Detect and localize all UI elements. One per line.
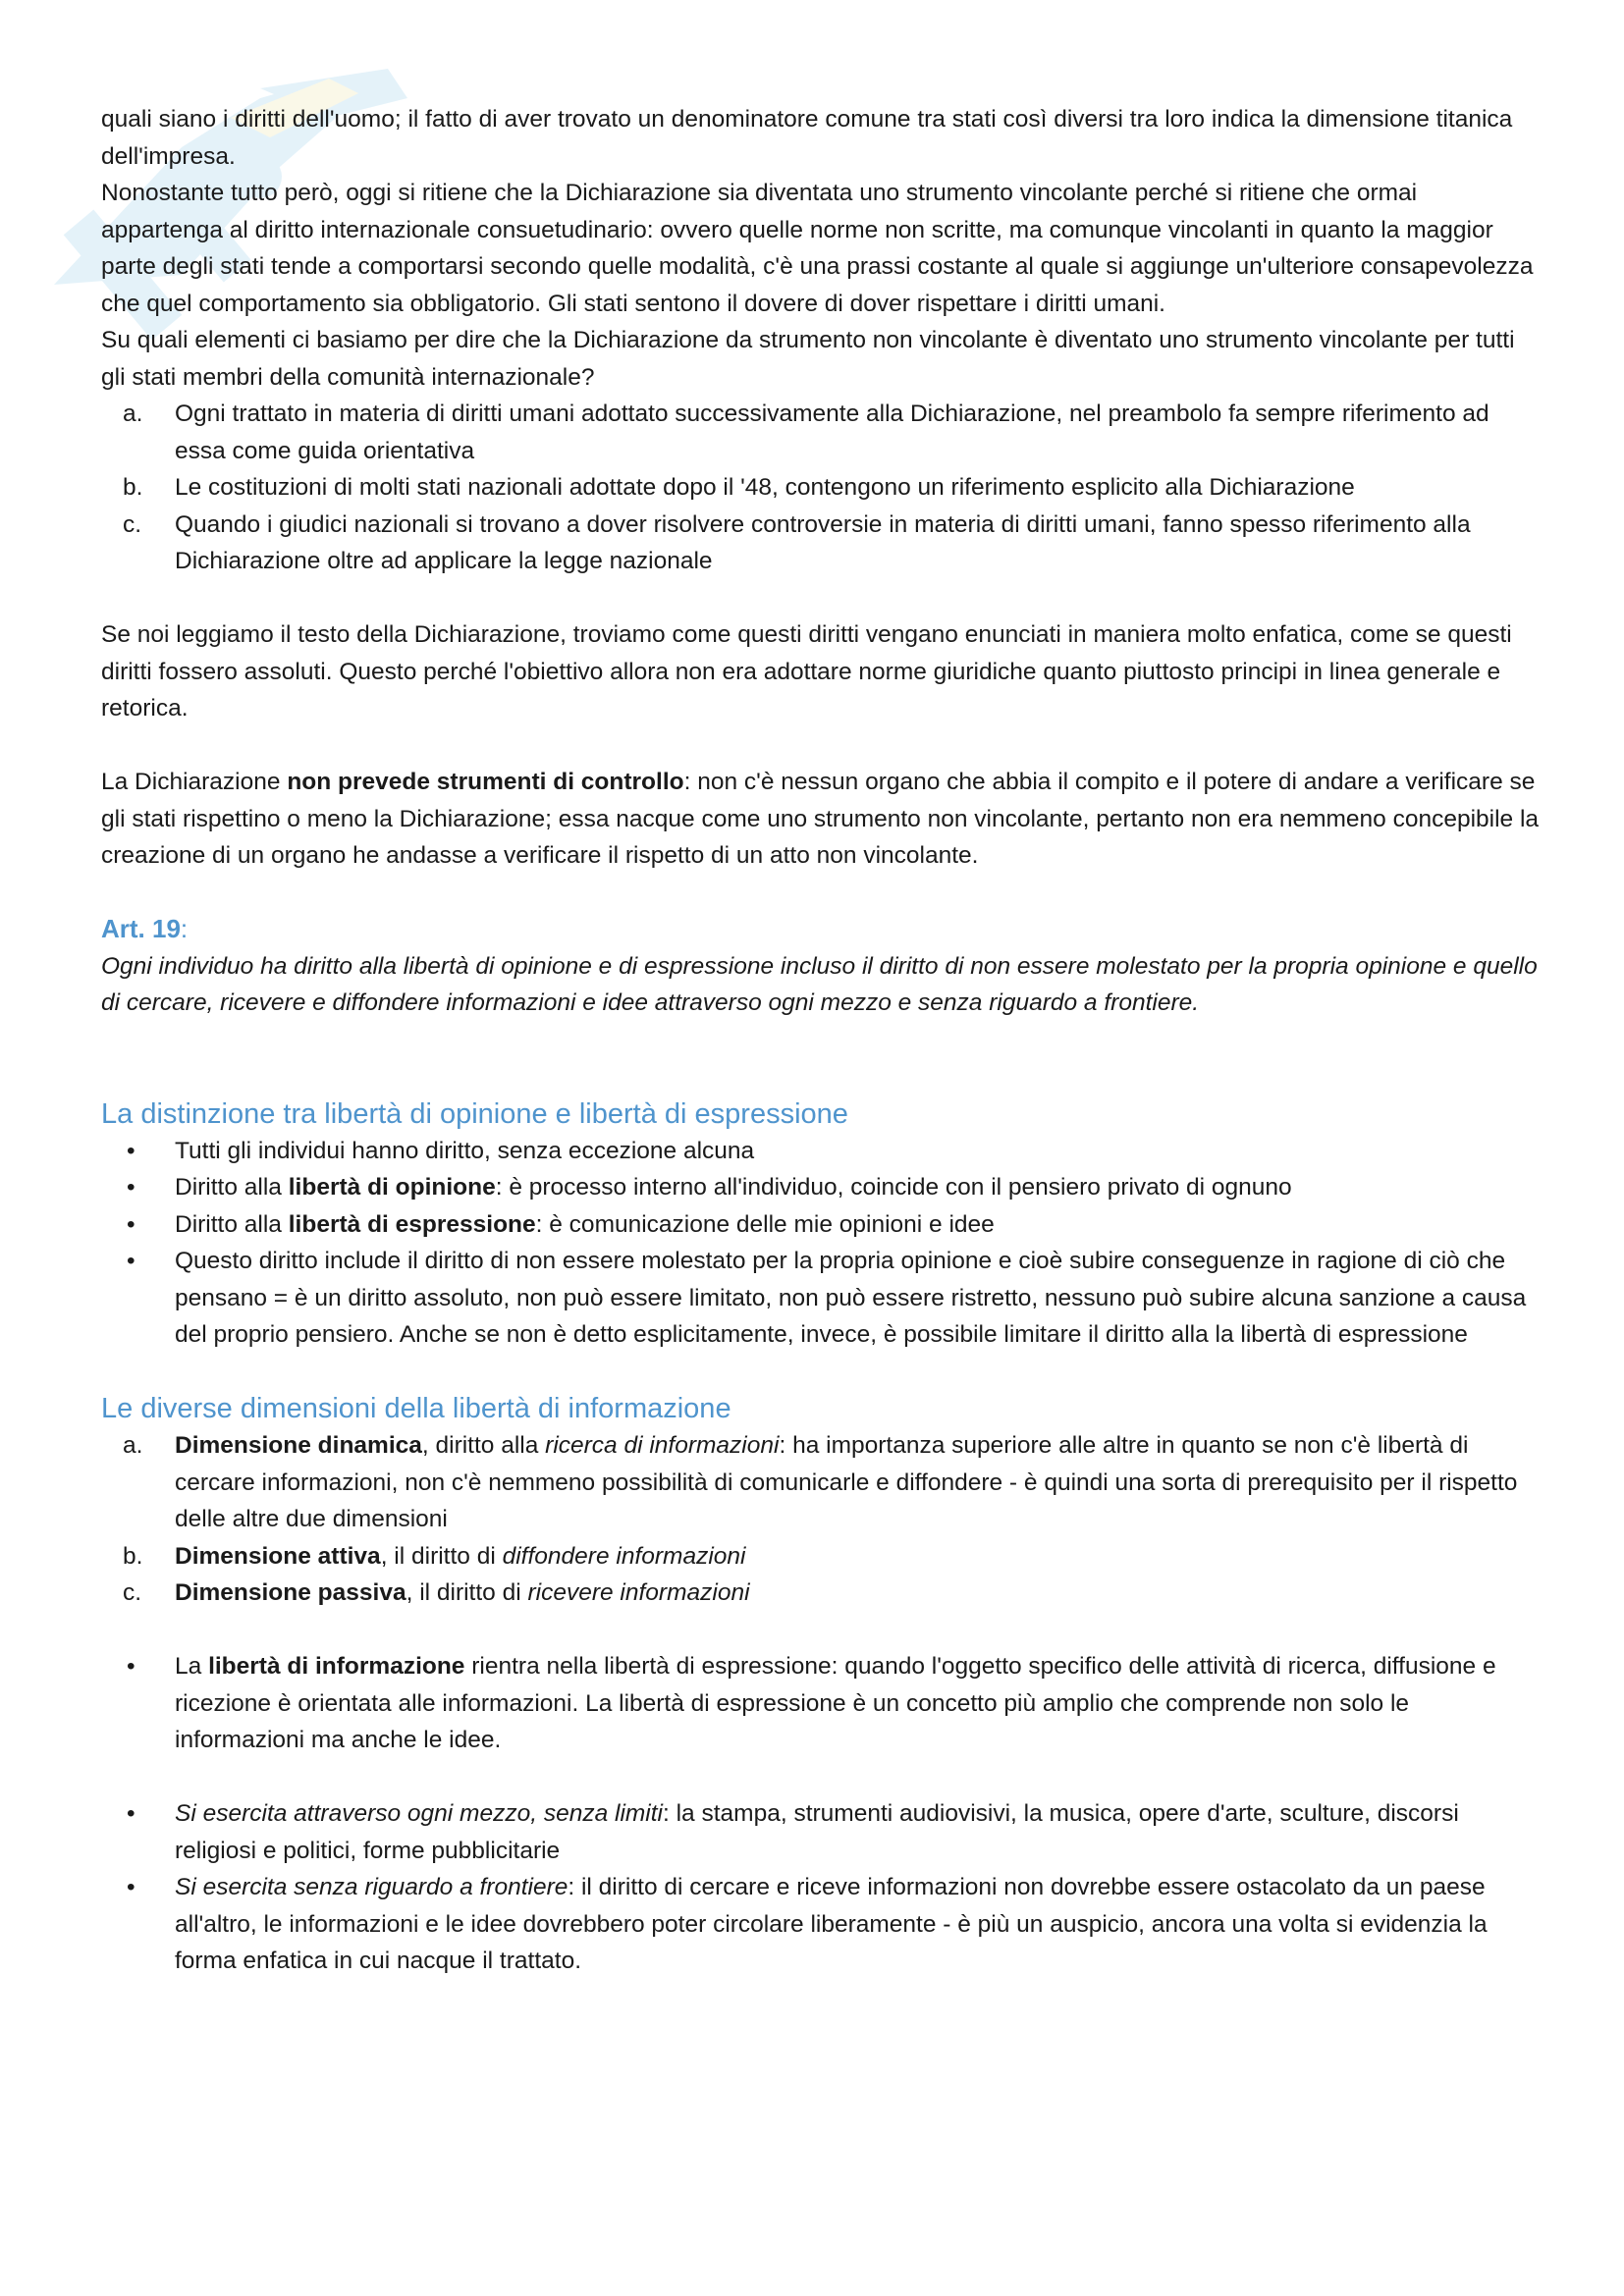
information-bullets: [101, 1648, 1544, 1759]
intro-paragraph-2: Nonostante tutto però, oggi si ritiene che la Dichiarazione sia diventata uno strumento vincolante perché si ritiene che ormai appartenga al diritto internazionale consuetudinario: ovvero quelle norme non scritte, ma comunque vincolanti in quanto la maggior parte degli stati tende a comportarsi secondo quelle modalità, c'è una prassi costante al quale si aggiunge un'ulteriore consapevolezza che quel comportamento sia obbligatorio. Gli stati sentono il dovere di dover rispettare i diritti umani.: [101, 180, 1534, 317]
list-item: [101, 396, 1544, 469]
list-item: [101, 507, 1544, 580]
list-item: • La libertà di informazione rientra nella libertà di espressione: quando l'oggetto specifico delle attività di ricerca, diffusione e ricezione è orientata alle informazioni. La libertà di espressione è un concetto più amplio che comprende non solo le informazioni ma anche le idee.: [101, 1648, 1544, 1759]
list-item: c. Dimensione passiva, il diritto di ricevere informazioni: [101, 1575, 1544, 1612]
exercise-bullets: [101, 1795, 1544, 1980]
article-text: Ogni individuo ha diritto alla libertà di opinione e di espressione incluso il diritto di non essere molestato per la propria opinione e quello di cercare, ricevere e diffondere informazioni e idee attraverso ogni mezzo e senza riguardo a frontiere.: [101, 952, 1538, 1016]
control-paragraph: La Dichiarazione non prevede strumenti di controllo: non c'è nessun organo che abbia il compito e il potere di andare a verificare se gli stati rispettino o meno la Dichiarazione; essa nacque come uno strumento non vincolante, pertanto non era nemmeno concepibile la creazione di un organo he andasse a verificare il rispetto di un atto non vincolante.: [101, 769, 1540, 869]
bullet-marker: •: [127, 1653, 135, 1680]
document-page: [101, 101, 1544, 1980]
intro-question: Su quali elementi ci basiamo per dire che la Dichiarazione da strumento non vincolante è diventato uno strumento vincolante per tutti gli stati membri della comunità internazionale?: [101, 327, 1515, 391]
list-item-text: Le costituzioni di molti stati nazionali adottate dopo il '48, contengono un riferimento esplicito alla Dichiarazione: [175, 474, 1355, 501]
list-item-text: Ogni trattato in materia di diritti umani adottato successivamente alla Dichiarazione, nel preambolo fa sempre riferimento ad essa come guida orientativa: [175, 400, 1489, 464]
list-marker: a.: [123, 400, 143, 427]
evidence-list: [101, 396, 1544, 580]
list-item: • Diritto alla libertà di opinione: è processo interno all'individuo, coincide con il pensiero privato di ognuno: [101, 1169, 1544, 1206]
bullet-marker: •: [127, 1137, 135, 1164]
list-marker: b.: [123, 1542, 143, 1570]
list-marker: c.: [123, 510, 142, 538]
list-item: [101, 469, 1544, 507]
bullet-marker: •: [127, 1248, 135, 1274]
list-item: • Si esercita attraverso ogni mezzo, senza limiti: la stampa, strumenti audiovisivi, la musica, opere d'arte, sculture, discorsi religiosi e politici, forme pubblicitarie: [101, 1795, 1544, 1869]
list-item: b. Dimensione attiva, il diritto di diffondere informazioni: [101, 1538, 1544, 1575]
section-heading-opinion-expression: La distinzione tra libertà di opinione e libertà di espressione: [101, 1097, 848, 1130]
list-item: a. Dimensione dinamica, diritto alla ricerca di informazioni: ha importanza superiore alle altre in quanto se non c'è libertà di cercare informazioni, non c'è nemmeno possibilità di comunicarle e diffondere - è quindi una sorta di prerequisito per il rispetto delle altre due dimensioni: [101, 1427, 1544, 1538]
list-item: • Tutti gli individui hanno diritto, senza eccezione alcuna: [101, 1133, 1544, 1170]
list-item-text: Quando i giudici nazionali si trovano a dover risolvere controversie in materia di diritti umani, fanno spesso riferimento alla Dichiarazione oltre ad applicare la legge nazionale: [175, 510, 1471, 574]
article-title: Art. 19:: [101, 914, 189, 943]
section-heading-information-dimensions: Le diverse dimensioni della libertà di informazione: [101, 1393, 731, 1424]
emphatic-paragraph: Se noi leggiamo il testo della Dichiarazione, troviamo come questi diritti vengano enunciati in maniera molto enfatica, come se questi diritti fossero assoluti. Questo perché l'obiettivo allora non era adottare norme giuridiche quanto piuttosto principi in linea generale e retorica.: [101, 621, 1512, 721]
bullet-marker: •: [127, 1210, 135, 1238]
bullet-marker: •: [127, 1874, 135, 1900]
bullet-marker: •: [127, 1800, 135, 1827]
list-marker: a.: [123, 1432, 143, 1459]
list-item: • Questo diritto include il diritto di non essere molestato per la propria opinione e cioè subire conseguenze in ragione di ciò che pensano = è un diritto assoluto, non può essere limitato, non può essere ristretto, nessuno può subire alcuna sanzione a causa del proprio pensiero. Anche se non è detto esplicitamente, invece, è possibile limitare il diritto alla la libertà di espressione: [101, 1243, 1544, 1354]
intro-paragraph-1: quali siano i diritti dell'uomo; il fatto di aver trovato un denominatore comune tra stati così diversi tra loro indica la dimensione titanica dell'impresa.: [101, 106, 1513, 170]
list-item: • Diritto alla libertà di espressione: è comunicazione delle mie opinioni e idee: [101, 1206, 1544, 1244]
list-marker: b.: [123, 474, 143, 501]
bullet-marker: •: [127, 1174, 135, 1201]
list-item: • Si esercita senza riguardo a frontiere: il diritto di cercare e riceve informazioni non dovrebbe essere ostacolato da un paese all'altro, le informazioni e le idee dovrebbero poter circolare liberamente - è più un auspicio, ancora una volta si evidenzia la forma enfatica in cui nacque il trattato.: [101, 1869, 1544, 1980]
opinion-bullets: [101, 1133, 1544, 1354]
list-marker: c.: [123, 1579, 142, 1606]
dimensions-list: [101, 1427, 1544, 1612]
control-emphasis: non prevede strumenti di controllo: [287, 769, 684, 795]
